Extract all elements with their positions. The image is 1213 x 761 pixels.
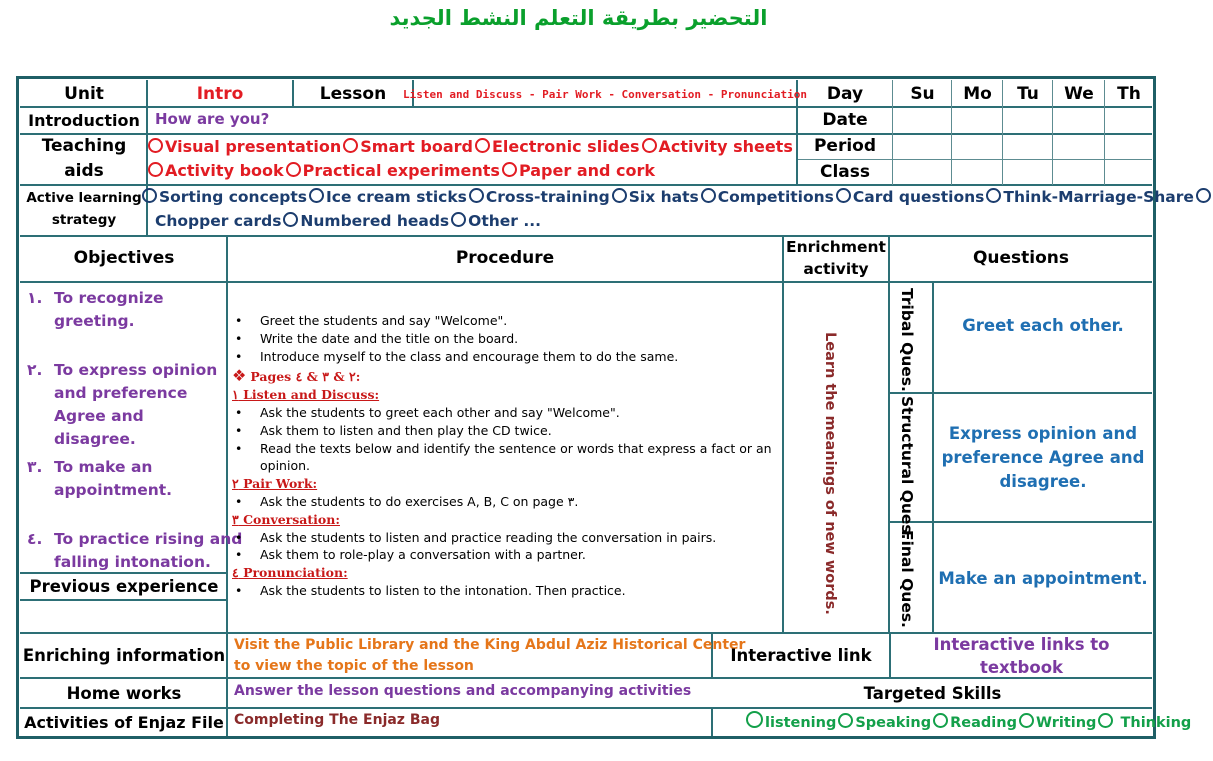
section-pronunciation: ٤ Pronunciation: (232, 565, 348, 581)
structural-questions-label: Structural Ques. (898, 396, 916, 540)
objective-text: To make an (54, 458, 153, 476)
lesson-value: Listen and Discuss - Pair Work - Conversation - Pronunciation (403, 87, 807, 101)
teaching-aids-label-1: Teaching (41, 136, 127, 156)
enriching-information-value (234, 635, 745, 677)
home-works-value: Answer the lesson questions and accompanying activities (234, 683, 692, 699)
aid-visual: Visual presentation (165, 137, 342, 156)
option-circle-icon[interactable] (283, 212, 298, 227)
strategy-item: Six hats (628, 188, 699, 206)
aid-activity-book: Activity book (165, 161, 284, 180)
skill-speaking: Speaking (855, 715, 932, 731)
section-conversation: ٣ Conversation: (232, 511, 340, 527)
strategy-item: Other ... (468, 212, 542, 230)
strategy-item: Chopper cards (155, 212, 282, 230)
targeted-skills-label: Targeted Skills (863, 683, 1002, 703)
objective-2 (27, 359, 227, 448)
questions-header: Questions (972, 248, 1070, 268)
section-pair-work: ٢ Pair Work: (232, 476, 318, 492)
pages-heading: Pages ٢ & ٣ & ٤: (250, 369, 361, 385)
aid-sheets: Activity sheets (658, 137, 793, 156)
objective-text: greeting. (54, 312, 135, 330)
objectives-header: Objectives (73, 248, 175, 268)
option-circle-icon[interactable] (986, 188, 1001, 203)
tribal-questions-label: Tribal Ques. (898, 288, 916, 392)
procedure-step: • Ask them to listen and then play the CD twice. (232, 422, 780, 440)
introduction-label: Introduction (28, 110, 140, 130)
strategy-item: Sorting concepts (159, 188, 308, 206)
interactive-link-value[interactable]: Interactive links to textbook (933, 634, 1110, 677)
day-tu: Tu (1017, 83, 1039, 104)
objective-text: Agree and disagree. (54, 407, 144, 448)
enrichment-header-1: Enrichment (786, 237, 886, 256)
option-circle-icon[interactable] (451, 212, 466, 227)
enjaz-value: Completing The Enjaz Bag (234, 712, 440, 728)
procedure-step: • Greet the students and say "Welcome". (232, 312, 780, 330)
option-circle-icon[interactable] (746, 711, 763, 728)
option-circle-icon[interactable] (475, 138, 490, 153)
objective-text: and preference (54, 384, 188, 402)
enrichment-header-2: activity (803, 259, 869, 278)
option-circle-icon[interactable] (933, 713, 948, 728)
option-circle-icon[interactable] (642, 138, 657, 153)
option-circle-icon[interactable] (836, 188, 851, 203)
day-th: Th (1117, 83, 1141, 104)
strategy-item: Ice cream sticks (326, 188, 467, 206)
objective-3 (27, 456, 227, 506)
diamond-bullet-icon: ❖ (232, 366, 247, 386)
option-circle-icon[interactable] (612, 188, 627, 203)
objective-number: ١. (27, 289, 43, 307)
page-title: التحضير بطريقة التعلم النشط الجديد (389, 6, 768, 30)
class-label: Class (819, 161, 870, 182)
option-circle-icon[interactable] (343, 138, 358, 153)
procedure-content (232, 312, 780, 600)
option-circle-icon[interactable] (286, 162, 301, 177)
objective-number: ٤. (27, 530, 43, 548)
interactive-link-label: Interactive link (730, 646, 872, 665)
section-listen-discuss: ١ Listen and Discuss: (232, 387, 380, 403)
strategy-item: Think-Marriage-Share (1003, 188, 1194, 206)
option-circle-icon[interactable] (142, 188, 157, 203)
aid-experiments: Practical experiments (302, 161, 500, 180)
teaching-aids-row2 (146, 161, 655, 180)
final-questions-text: Make an appointment. (938, 569, 1148, 588)
enriching-line: to view the topic of the lesson (234, 658, 474, 674)
enjaz-label: Activities of Enjaz File (24, 713, 224, 732)
aid-smart-board: Smart board (360, 137, 473, 156)
active-learning-label-1: Active learning (26, 189, 142, 206)
introduction-value: How are you? (155, 110, 270, 128)
question-line: Express opinion and (948, 424, 1138, 443)
aid-slides: Electronic slides (491, 137, 640, 156)
question-line: disagree. (999, 472, 1087, 491)
strategy-item: Numbered heads (300, 212, 450, 230)
procedure-step: • Write the date and the title on the board. (232, 330, 780, 348)
option-circle-icon[interactable] (1196, 188, 1211, 203)
objective-text: To express opinion (54, 361, 218, 379)
skill-reading: Reading (950, 715, 1017, 731)
option-circle-icon[interactable] (502, 162, 517, 177)
lesson-label: Lesson (319, 83, 387, 104)
skill-writing: Writing (1035, 715, 1097, 731)
option-circle-icon[interactable] (1098, 713, 1113, 728)
objective-1 (27, 287, 227, 337)
procedure-step: • Ask the students to listen and practice reading the conversation in pairs. (232, 529, 780, 547)
skill-listening: listening (765, 715, 837, 731)
objective-text: falling intonation. (54, 553, 211, 571)
objective-text: appointment. (54, 481, 173, 499)
procedure-step: • Read the texts below and identify the sentence or words that express a fact or an (232, 440, 780, 458)
procedure-step: • Ask the students to do exercises A, B, C on page ٣. (232, 493, 780, 511)
unit-value: Intro (196, 83, 244, 104)
strategy-item: Cross-training (485, 188, 610, 206)
aid-paper-cork: Paper and cork (518, 161, 656, 180)
enriching-information-label: Enriching information (22, 646, 226, 665)
strategy-row2 (155, 212, 541, 230)
teaching-aids-row1 (146, 137, 793, 156)
procedure-step: • Introduce myself to the class and encourage them to do the same. (232, 348, 780, 366)
procedure-header: Procedure (455, 248, 555, 268)
procedure-step: • Ask the students to greet each other and say "Welcome". (232, 404, 780, 422)
procedure-step: • Ask them to role-play a conversation with a partner. (232, 546, 780, 564)
question-line: preference Agree and (941, 448, 1145, 467)
teaching-aids-label-2: aids (64, 161, 104, 181)
objective-number: ٢. (27, 361, 43, 379)
structural-questions-text (934, 422, 1152, 494)
objective-text: To practice rising and (54, 530, 243, 548)
option-circle-icon[interactable] (701, 188, 716, 203)
objective-text: To recognize (54, 289, 164, 307)
tribal-questions-text: Greet each other. (962, 316, 1124, 335)
unit-label: Unit (64, 83, 104, 104)
date-label: Date (822, 109, 868, 130)
skill-thinking: Thinking (1120, 715, 1192, 731)
final-questions-label: Final Ques. (898, 530, 916, 628)
enriching-line: Visit the Public Library and the King Abdul Aziz Historical Center (234, 637, 746, 653)
active-learning-label-2: strategy (51, 211, 117, 228)
procedure-step-continued: opinion. (260, 458, 310, 474)
option-circle-icon[interactable] (148, 162, 163, 177)
strategy-item: Card questions (852, 188, 985, 206)
option-circle-icon[interactable] (1019, 713, 1034, 728)
day-label: Day (826, 83, 864, 104)
day-we: We (1064, 83, 1094, 104)
objective-number: ٣. (27, 458, 43, 476)
option-circle-icon[interactable] (469, 188, 484, 203)
enrichment-activity-text: Learn the meanings of new words. (822, 332, 838, 615)
day-su: Su (910, 83, 935, 104)
previous-experience-label: Previous experience (29, 577, 219, 596)
option-circle-icon[interactable] (309, 188, 324, 203)
targeted-skills-options (744, 711, 1191, 731)
home-works-label: Home works (66, 683, 182, 703)
day-mo: Mo (963, 83, 992, 104)
strategy-item: Competitions (717, 188, 834, 206)
option-circle-icon[interactable] (148, 138, 163, 153)
objective-4 (27, 528, 243, 578)
period-label: Period (813, 136, 877, 156)
procedure-step: • Ask the students to listen to the intonation. Then practice. (232, 582, 780, 600)
strategy-row1 (140, 188, 1213, 206)
option-circle-icon[interactable] (838, 713, 853, 728)
